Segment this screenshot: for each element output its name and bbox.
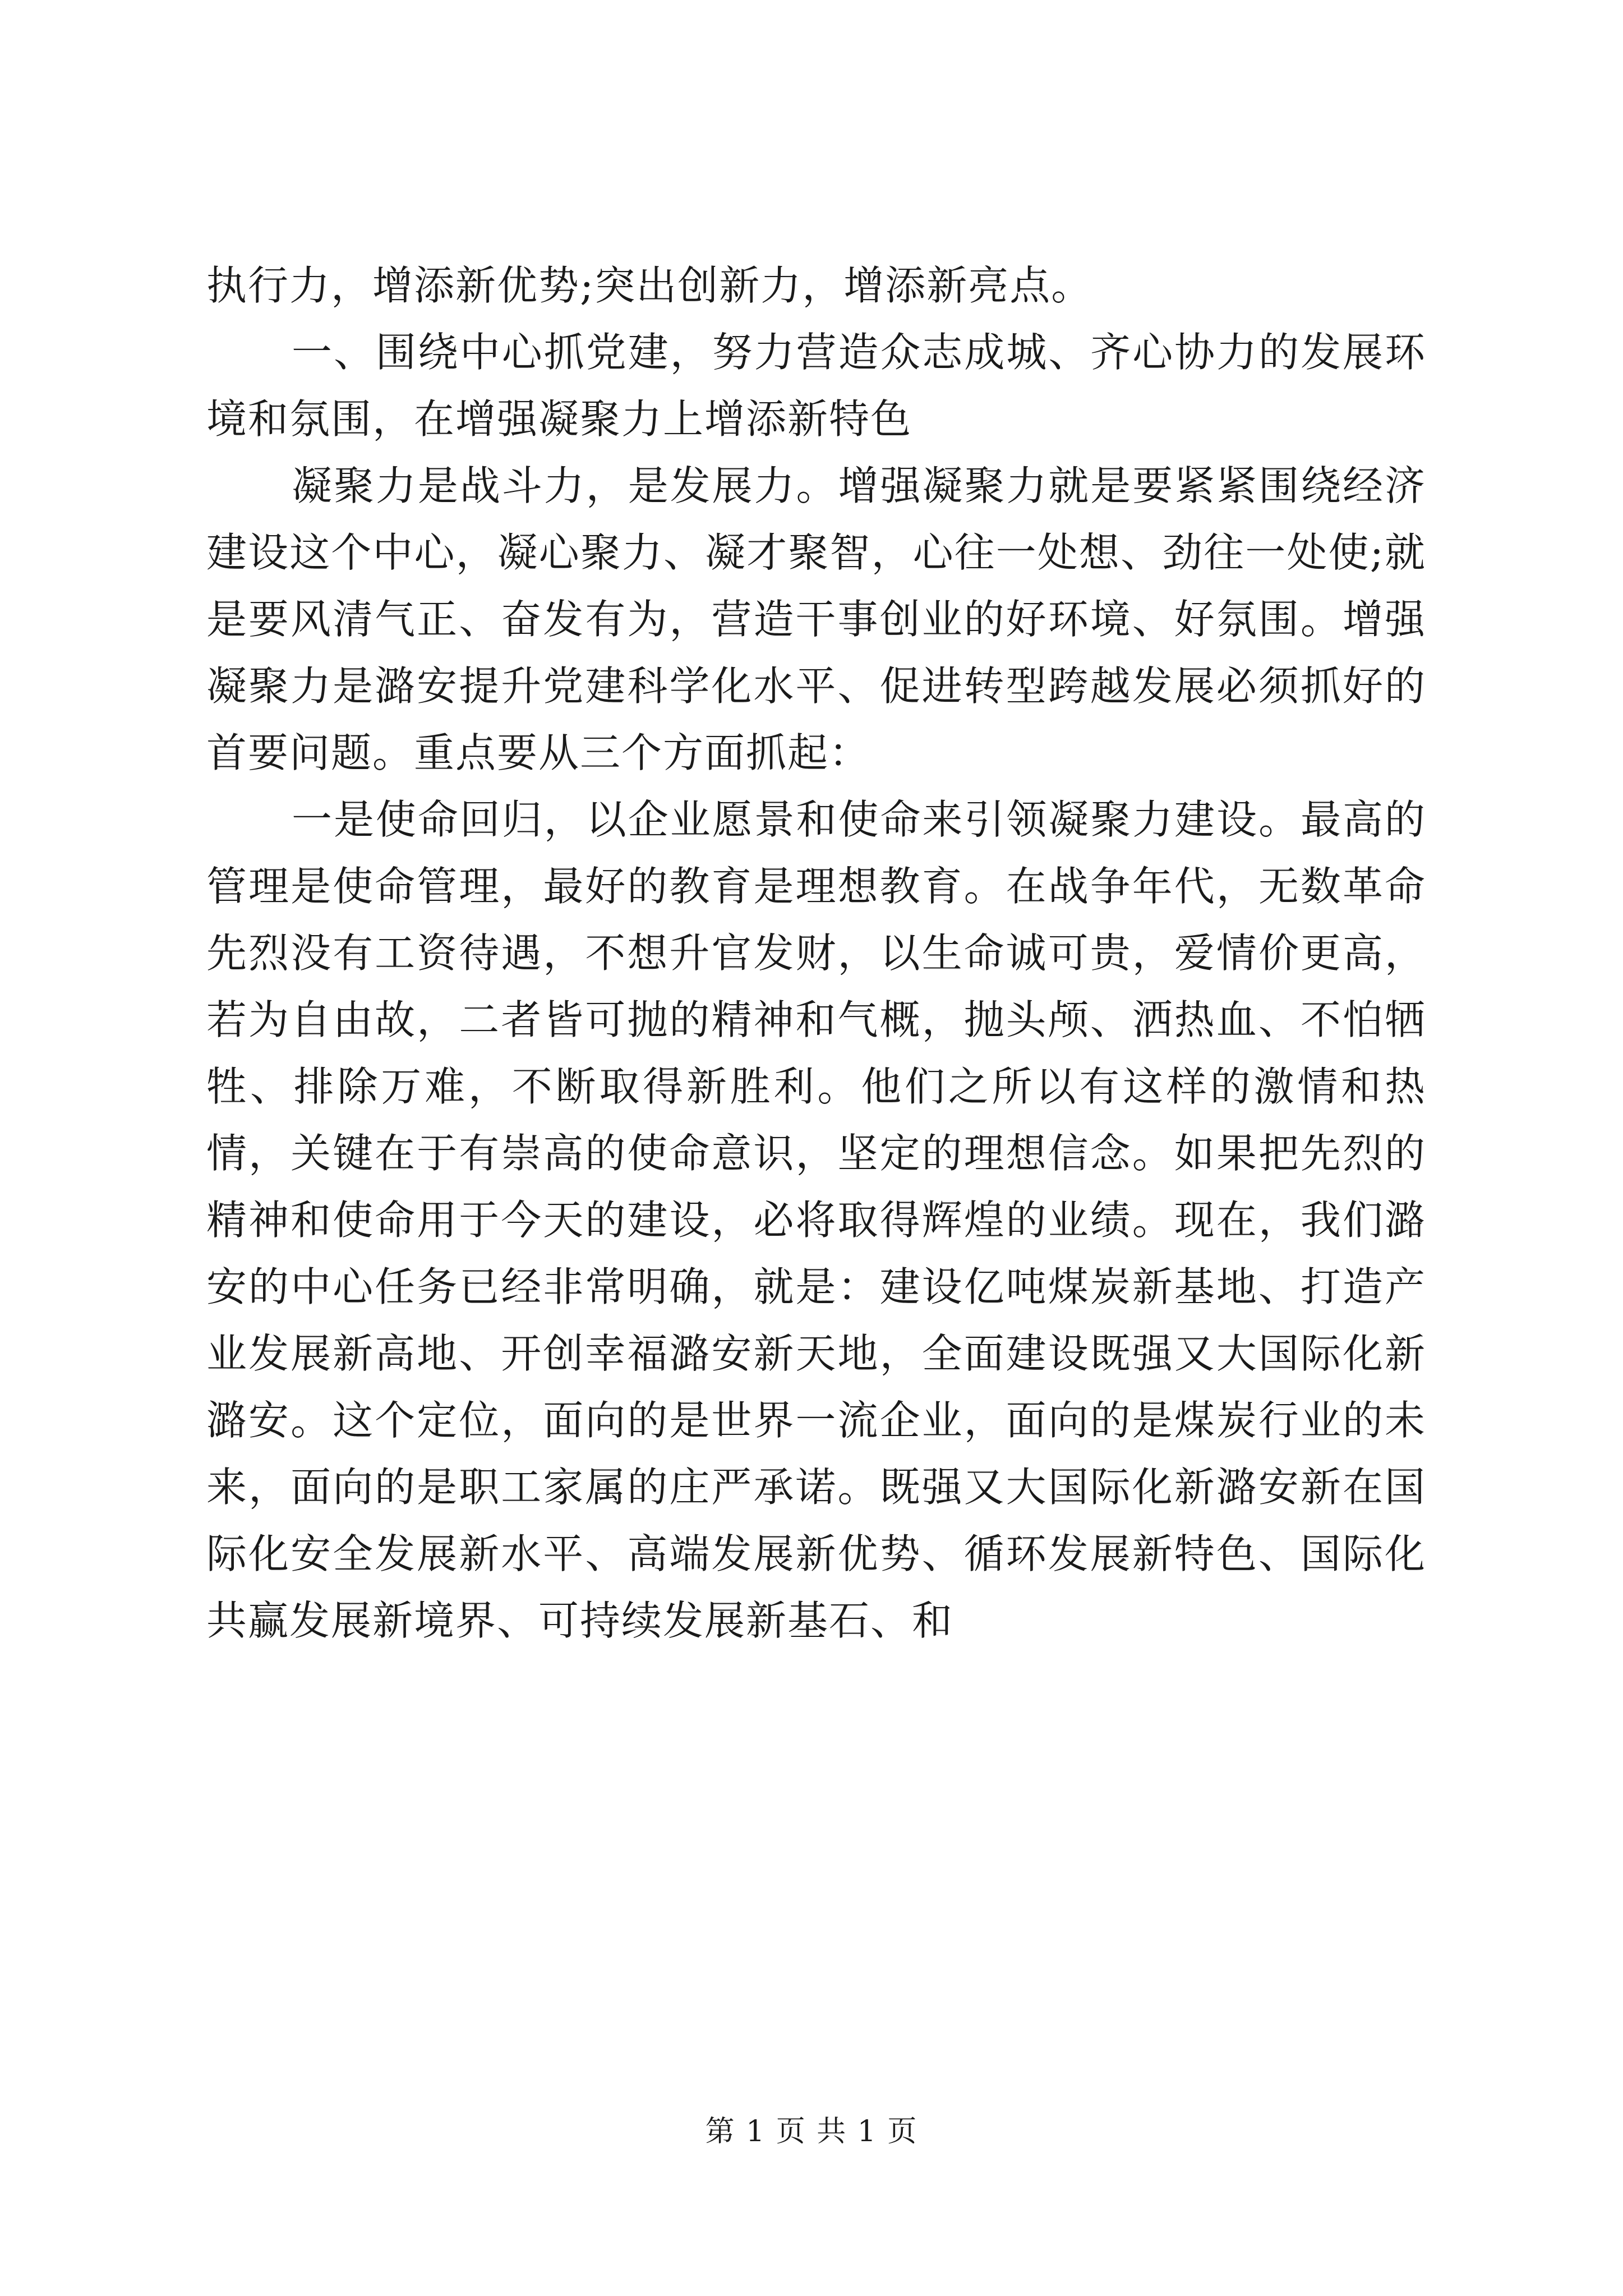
page-footer [0, 2109, 1623, 2154]
paragraph-cohesion: 凝聚力是战斗力，是发展力。增强凝聚力就是要紧紧围绕经济建设这个中心，凝心聚力、凝才聚智，心往一处想、劲往一处使;就是要风清气正、奋发有为，营造干事创业的好环境、好氛围。增强凝聚力是潞安提升党建科学化水平、促进转型跨越发展必须抓好的首要问题。重点要从三个方面抓起： [206, 462, 1426, 776]
paragraph-mission: 一是使命回归，以企业愿景和使命来引领凝聚力建设。最高的管理是使命管理，最好的教育是理想教育。在战争年代，无数革命先烈没有工资待遇，不想升官发财，以生命诚可贵，爱情价更高，若为自由故，二者皆可抛的精神和气概，抛头颅、洒热血、不怕牺牲、排除万难，不断取得新胜利。他们之所以有这样的激情和热情，关键在于有崇高的使命意识，坚定的理想信念。如果把先烈的精神和使命用于今天的建设，必将取得辉煌的业绩。现在，我们潞安的中心任务已经非常明确，就是：建设亿吨煤炭新基地、打造产业发展新高地、开创幸福潞安新天地，全面建设既强又大国际化新潞安。这个定位，面向的是世界一流企业，面向的是煤炭行业的未来，面向的是职工家属的庄严承诺。既强又大国际化新潞安新在国际化安全发展新水平、高端发展新优势、循环发展新特色、国际化共赢发展新境界、可持续发展新基石、和 [206, 796, 1426, 1644]
page-number-label: 第 1 页 共 1 页 [705, 2115, 918, 2148]
paragraph-continuation: 执行力，增添新优势;突出创新力，增添新亮点。 [206, 262, 1093, 309]
document-body [206, 252, 1426, 1654]
section-heading-1: 一、围绕中心抓党建，努力营造众志成城、齐心协力的发展环境和氛围，在增强凝聚力上增添新特色 [206, 329, 1426, 443]
